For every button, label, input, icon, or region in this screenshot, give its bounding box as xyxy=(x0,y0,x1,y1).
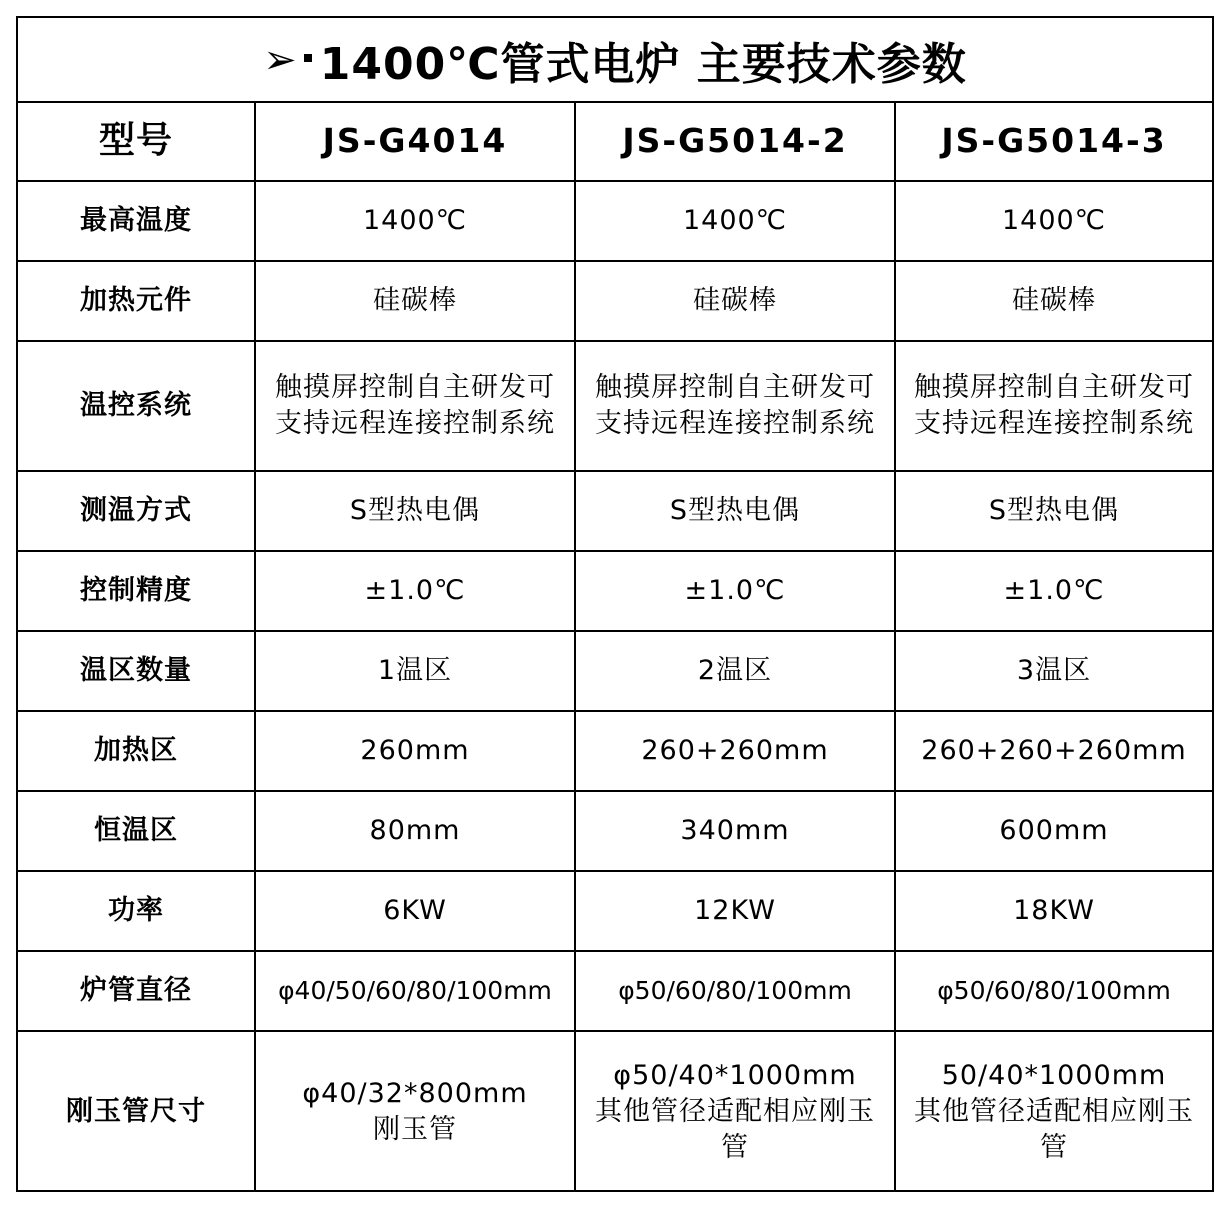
table-row xyxy=(18,871,1212,951)
table-row xyxy=(18,261,1212,341)
table-cell: φ40/32*800mm 刚玉管 xyxy=(255,1031,575,1191)
table-cell: S型热电偶 xyxy=(575,471,895,551)
table-cell: 触摸屏控制自主研发可支持远程连接控制系统 xyxy=(255,341,575,471)
table-cell: 340mm xyxy=(575,791,895,871)
row-label: 测温方式 xyxy=(18,471,255,551)
table-cell: 600mm xyxy=(895,791,1212,871)
table-cell: ±1.0℃ xyxy=(255,551,575,631)
table-row xyxy=(18,631,1212,711)
row-label: 恒温区 xyxy=(18,791,255,871)
table-cell: S型热电偶 xyxy=(895,471,1212,551)
table-row xyxy=(18,181,1212,261)
table-cell: 触摸屏控制自主研发可支持远程连接控制系统 xyxy=(895,341,1212,471)
row-label: 加热元件 xyxy=(18,261,255,341)
table-row xyxy=(18,1031,1212,1191)
table-cell: 1温区 xyxy=(255,631,575,711)
table-row xyxy=(18,471,1212,551)
row-label: 功率 xyxy=(18,871,255,951)
table-row xyxy=(18,341,1212,471)
table-cell: 1400℃ xyxy=(575,181,895,261)
table-cell: 260+260+260mm xyxy=(895,711,1212,791)
row-label: 刚玉管尺寸 xyxy=(18,1031,255,1191)
row-label: 加热区 xyxy=(18,711,255,791)
table-cell: φ50/40*1000mm 其他管径适配相应刚玉管 xyxy=(575,1031,895,1191)
table-cell: 1400℃ xyxy=(895,181,1212,261)
row-label: 最高温度 xyxy=(18,181,255,261)
table-header-row xyxy=(18,101,1212,181)
table-cell: 12KW xyxy=(575,871,895,951)
table-cell: 2温区 xyxy=(575,631,895,711)
row-label: 温区数量 xyxy=(18,631,255,711)
table-cell: 80mm xyxy=(255,791,575,871)
model-name: JS-G4014 xyxy=(255,101,575,181)
table-cell: φ50/60/80/100mm xyxy=(895,951,1212,1031)
table-cell: 3温区 xyxy=(895,631,1212,711)
table-cell: 50/40*1000mm 其他管径适配相应刚玉管 xyxy=(895,1031,1212,1191)
table-cell: 6KW xyxy=(255,871,575,951)
model-name: JS-G5014-3 xyxy=(895,101,1212,181)
arrow-icon: ➢ xyxy=(263,36,298,83)
table-cell: ±1.0℃ xyxy=(895,551,1212,631)
page-title xyxy=(18,18,1212,103)
table-cell: φ40/50/60/80/100mm xyxy=(255,951,575,1031)
table-cell: 260mm xyxy=(255,711,575,791)
table-row xyxy=(18,711,1212,791)
table-cell: 18KW xyxy=(895,871,1212,951)
table-cell: 硅碳棒 xyxy=(255,261,575,341)
title-text: 1400℃管式电炉 主要技术参数 xyxy=(319,38,967,90)
table-cell: 硅碳棒 xyxy=(575,261,895,341)
bullet-dot xyxy=(304,54,312,62)
table-row xyxy=(18,951,1212,1031)
header-label: 型号 xyxy=(18,101,255,181)
table-cell: 硅碳棒 xyxy=(895,261,1212,341)
table-row xyxy=(18,551,1212,631)
table-cell: 260+260mm xyxy=(575,711,895,791)
spec-table xyxy=(18,101,1212,1191)
table-cell: 触摸屏控制自主研发可支持远程连接控制系统 xyxy=(575,341,895,471)
table-row xyxy=(18,791,1212,871)
table-cell: ±1.0℃ xyxy=(575,551,895,631)
row-label: 控制精度 xyxy=(18,551,255,631)
table-cell: S型热电偶 xyxy=(255,471,575,551)
row-label: 温控系统 xyxy=(18,341,255,471)
table-cell: φ50/60/80/100mm xyxy=(575,951,895,1031)
spec-sheet xyxy=(16,16,1214,1192)
model-name: JS-G5014-2 xyxy=(575,101,895,181)
row-label: 炉管直径 xyxy=(18,951,255,1031)
table-cell: 1400℃ xyxy=(255,181,575,261)
